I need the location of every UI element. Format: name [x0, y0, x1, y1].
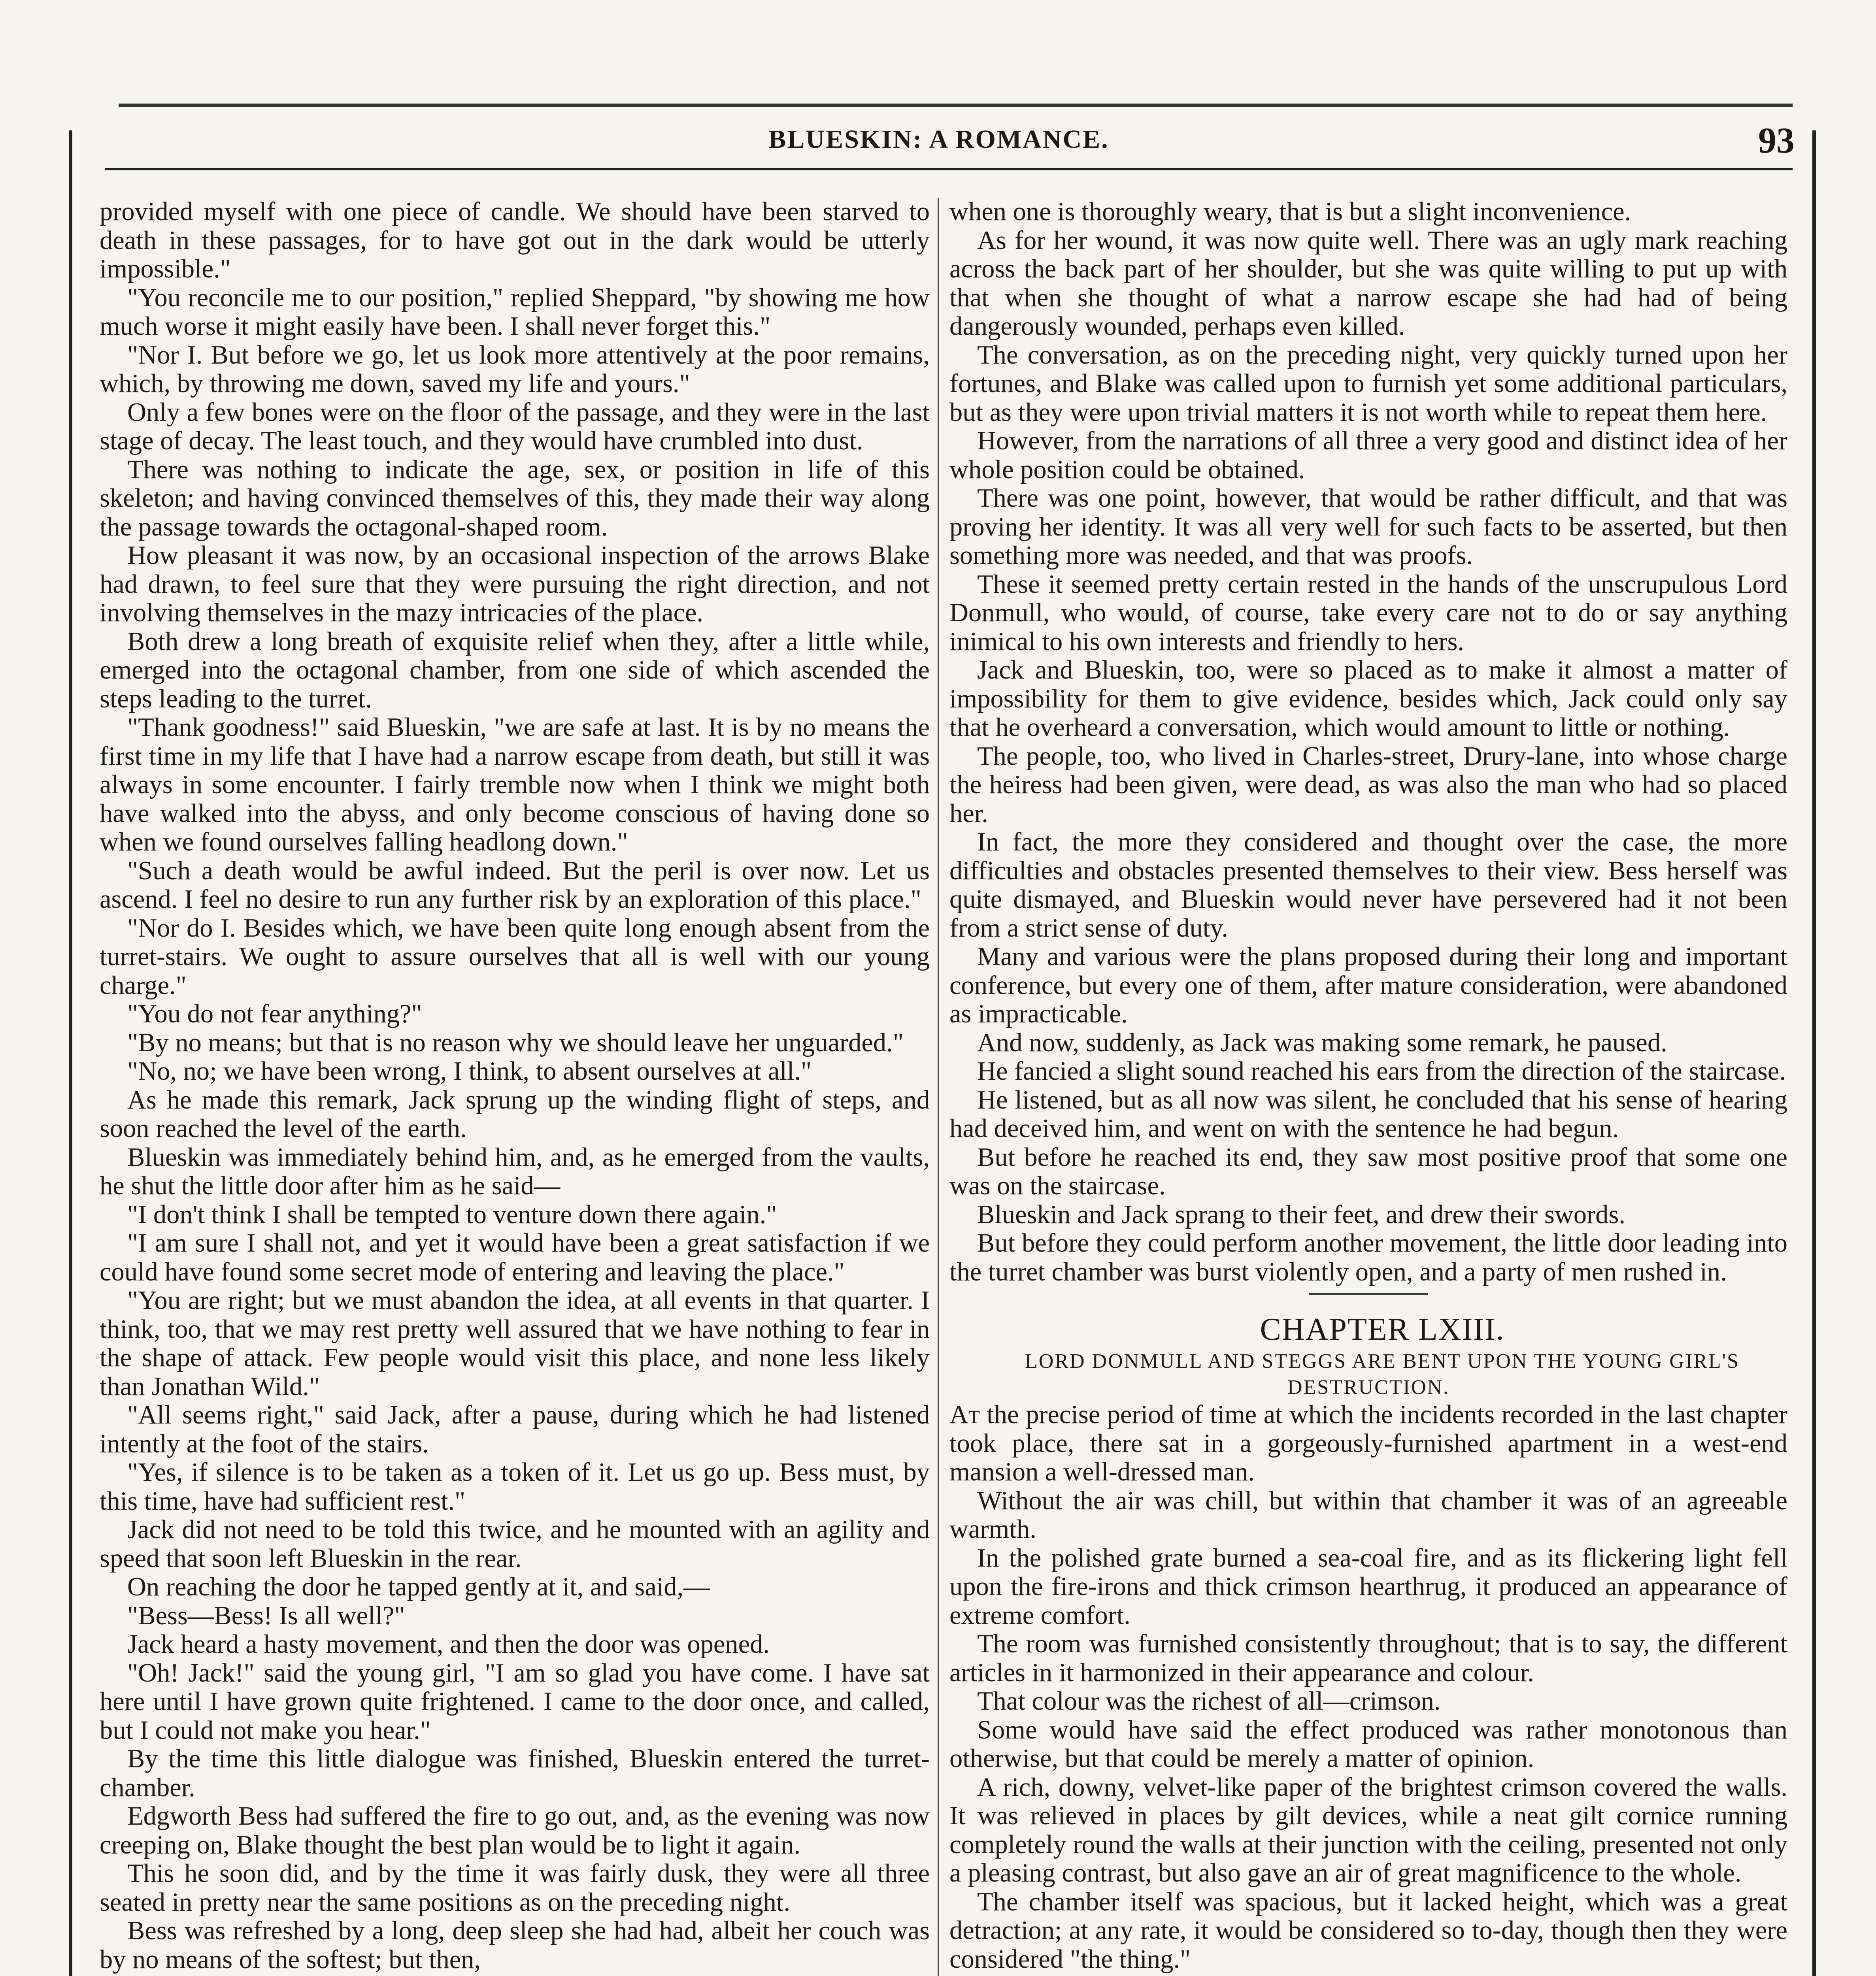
running-title: BLUESKIN: A ROMANCE.	[768, 125, 1109, 154]
paragraph: Jack did not need to be told this twice, and he mounted with an agility and speed that soon left Blueskin in the rear.	[100, 1515, 930, 1573]
paragraph: Bess was refreshed by a long, deep sleep she had had, albeit her couch was by no means of the softest; but then,	[100, 1916, 930, 1974]
paragraph: As for her wound, it was now quite well. There was an ugly mark reaching across the back part of her shoulder, but she was quite willing to put up with that when she thought of what a narrow escape she had had of being dangerously wounded, perhaps even killed.	[949, 226, 1787, 341]
chapter-heading: CHAPTER LXIII.	[1260, 1312, 1505, 1347]
paragraph: The room was furnished consistently throughout; that is to say, the different articles in it harmonized in their appearance and colour.	[949, 1629, 1787, 1687]
paragraph: "You are right; but we must abandon the idea, at all events in that quarter. I think, too, that we may rest pretty well assured that we have nothing to fear in the shape of attack. Few people would visit this place, and none less likely than Jonathan Wild."	[100, 1286, 930, 1401]
paragraph: A rich, downy, velvet-like paper of the brightest crimson covered the walls. It was relieved in places by gilt devices, while a neat gilt cornice running completely round the walls at their junction with the ceiling, presented not only a pleasing contrast, but also gave an air of great magnificence to the whole.	[949, 1772, 1787, 1887]
left-page-border	[69, 130, 72, 1976]
paragraph: "Thank goodness!" said Blueskin, "we are safe at last. It is by no means the first time in my life that I have had a narrow escape from death, but still it was always in some encounter. I fairly tremble now when I think we might both have walked into the abyss, and only become conscious of having done so when we found ourselves falling headlong down."	[100, 713, 930, 856]
right-column-continuation	[949, 198, 1787, 1286]
paragraph: This he soon did, and by the time it was fairly dusk, they were all three seated in pretty near the same positions as on the preceding night.	[100, 1859, 930, 1917]
paragraph: "Nor I. But before we go, let us look more attentively at the poor remains, which, by throwing me down, saved my life and yours."	[100, 340, 930, 398]
paragraph: These it seemed pretty certain rested in the hands of the unscrupulous Lord Donmull, who would, of course, take every care not to do or say anything inimical to his own interests and friendly to hers.	[949, 569, 1787, 656]
paragraph: Without the air was chill, but within that chamber it was of an agreeable warmth.	[949, 1486, 1787, 1544]
chapter-opening-word: At	[949, 1400, 980, 1429]
chapter-opening-text: the precise period of time at which the incidents recorded in the last chapter took place, there sat in a gorgeously-furnished apartment in a west-end mansion a well-dressed man.	[949, 1400, 1787, 1486]
chapter-rule	[1309, 1293, 1428, 1295]
paragraph: Jack and Blueskin, too, were so placed as to make it almost a matter of impossibility for them to give evidence, besides which, Jack could only say that he overheard a conversation, which would amount to little or nothing.	[949, 656, 1787, 742]
paragraph: "You reconcile me to our position," replied Sheppard, "by showing me how much worse it might easily have been. I shall never forget this."	[100, 283, 930, 341]
paragraph: "Bess—Bess! Is all well?"	[127, 1601, 405, 1630]
paragraph: In the polished grate burned a sea-coal fire, and as its flickering light fell upon the fire-irons and thick crimson hearthrug, it produced an appearance of extreme comfort.	[949, 1543, 1787, 1630]
chapter-body	[949, 1487, 1787, 1974]
paragraph: But before they could perform another movement, the little door leading into the turret chamber was burst violently open, and a party of men rushed in.	[949, 1229, 1787, 1286]
paragraph: "Oh! Jack!" said the young girl, "I am so glad you have come. I have sat here until I have grown quite frightened. I came to the door once, and called, but I could not make you hear."	[100, 1658, 930, 1745]
paragraph: The people, too, who lived in Charles-street, Drury-lane, into whose charge the heiress had been given, were dead, as was also the man who had so placed her.	[949, 741, 1787, 828]
paragraph: By the time this little dialogue was finished, Blueskin entered the turret-chamber.	[100, 1744, 930, 1802]
paragraph: "You do not fear anything?"	[127, 999, 422, 1028]
chapter-opening-paragraph	[949, 1401, 1787, 1487]
paragraph: Some would have said the effect produced was rather monotonous than otherwise, but that could be merely a matter of opinion.	[949, 1715, 1787, 1773]
paragraph: Blueskin and Jack sprang to their feet, and drew their swords.	[977, 1200, 1625, 1229]
paragraph: "Such a death would be awful indeed. But the peril is over now. Let us ascend. I feel no desire to run any further risk by an exploration of this place."	[100, 856, 930, 914]
paragraph: The conversation, as on the preceding night, very quickly turned upon her fortunes, and Blake was called upon to furnish yet some additional particulars, but as they were upon trivial matters it is not worth while to repeat them here.	[949, 340, 1787, 427]
right-column	[949, 198, 1787, 1976]
paragraph: Many and various were the plans proposed during their long and important conference, but every one of them, after mature consideration, were abandoned as impracticable.	[949, 942, 1787, 1028]
paragraph: "Yes, if silence is to be taken as a token of it. Let us go up. Bess must, by this time, have had sufficient rest."	[100, 1458, 930, 1516]
paragraph: However, from the narrations of all three a very good and distinct idea of her whole position could be obtained.	[949, 426, 1787, 484]
paragraph: In fact, the more they considered and thought over the case, the more difficulties and obstacles presented themselves to their view. Bess herself was quite dismayed, and Blueskin would never have persevered had it not been from a strict sense of duty.	[949, 828, 1787, 943]
paragraph: "Nor do I. Besides which, we have been quite long enough absent from the turret-stairs. We ought to assure ourselves that all is well with our young charge."	[100, 913, 930, 1000]
paragraph: "I don't think I shall be tempted to venture down there again."	[127, 1200, 777, 1229]
top-rule	[119, 104, 1793, 107]
paragraph: "All seems right," said Jack, after a pause, during which he had listened intently at the foot of the stairs.	[100, 1401, 930, 1458]
paragraph: Edgworth Bess had suffered the fire to go out, and, as the evening was now creeping on, Blake thought the best plan would be to light it again.	[100, 1802, 930, 1859]
paragraph: As he made this remark, Jack sprung up the winding flight of steps, and soon reached the level of the earth.	[100, 1085, 930, 1143]
paragraph: How pleasant it was now, by an occasional inspection of the arrows Blake had drawn, to feel sure that they were pursuing the right direction, and not involving themselves in the mazy intricacies of the place.	[100, 541, 930, 627]
header-rule	[105, 168, 1793, 170]
paragraph: On reaching the door he tapped gently at it, and said,—	[127, 1573, 710, 1601]
right-page-border	[1812, 130, 1816, 1976]
paragraph: There was nothing to indicate the age, sex, or position in life of this skeleton; and having convinced themselves of this, they made their way along the passage towards the octagonal-shaped room.	[100, 455, 930, 541]
paragraph: And now, suddenly, as Jack was making some remark, he paused.	[977, 1028, 1667, 1057]
paragraph: There was one point, however, that would be rather difficult, and that was proving her identity. It was all very well for such facts to be asserted, but then something more was needed, and that was proofs.	[949, 484, 1787, 570]
paragraph: That colour was the richest of all—crimson.	[977, 1687, 1441, 1716]
left-column	[100, 198, 930, 1976]
paragraph: Jack heard a hasty movement, and then the door was opened.	[127, 1630, 770, 1659]
paragraph: The chamber itself was spacious, but it lacked height, which was a great detraction; at any rate, it would be considered so to-day, though then they were considered "the thing."	[949, 1887, 1787, 1974]
paragraph: "By no means; but that is no reason why we should leave her unguarded."	[127, 1028, 904, 1057]
chapter-subtitle: LORD DONMULL AND STEGGS ARE BENT UPON THE YOUNG GIRL'S DESTRUCTION.	[1025, 1350, 1740, 1399]
paragraph: He listened, but as all now was silent, he concluded that his sense of hearing had deceived him, and went on with the sentence he had begun.	[949, 1085, 1787, 1143]
paragraph: provided myself with one piece of candle. We should have been starved to death in these passages, for to have got out in the dark would be utterly impossible."	[100, 198, 930, 283]
paragraph: He fancied a slight sound reached his ears from the direction of the staircase.	[977, 1057, 1786, 1086]
paragraph: Both drew a long breath of exquisite relief when they, after a little while, emerged into the octagonal chamber, from one side of which ascended the steps leading to the turret.	[100, 627, 930, 713]
paragraph: But before he reached its end, they saw most positive proof that some one was on the staircase.	[949, 1143, 1787, 1200]
paragraph: "No, no; we have been wrong, I think, to absent ourselves at all."	[127, 1057, 812, 1086]
paragraph: "I am sure I shall not, and yet it would have been a great satisfaction if we could have found some secret mode of entering and leaving the place."	[100, 1229, 930, 1286]
paragraph: Only a few bones were on the floor of the passage, and they were in the last stage of decay. The least touch, and they would have crumbled into dust.	[100, 398, 930, 455]
column-divider	[938, 198, 939, 1976]
paragraph: Blueskin was immediately behind him, and, as he emerged from the vaults, he shut the little door after him as he said—	[100, 1143, 930, 1200]
paragraph: when one is thoroughly weary, that is but a slight inconvenience.	[949, 198, 1631, 226]
page-number: 93	[1758, 120, 1795, 160]
